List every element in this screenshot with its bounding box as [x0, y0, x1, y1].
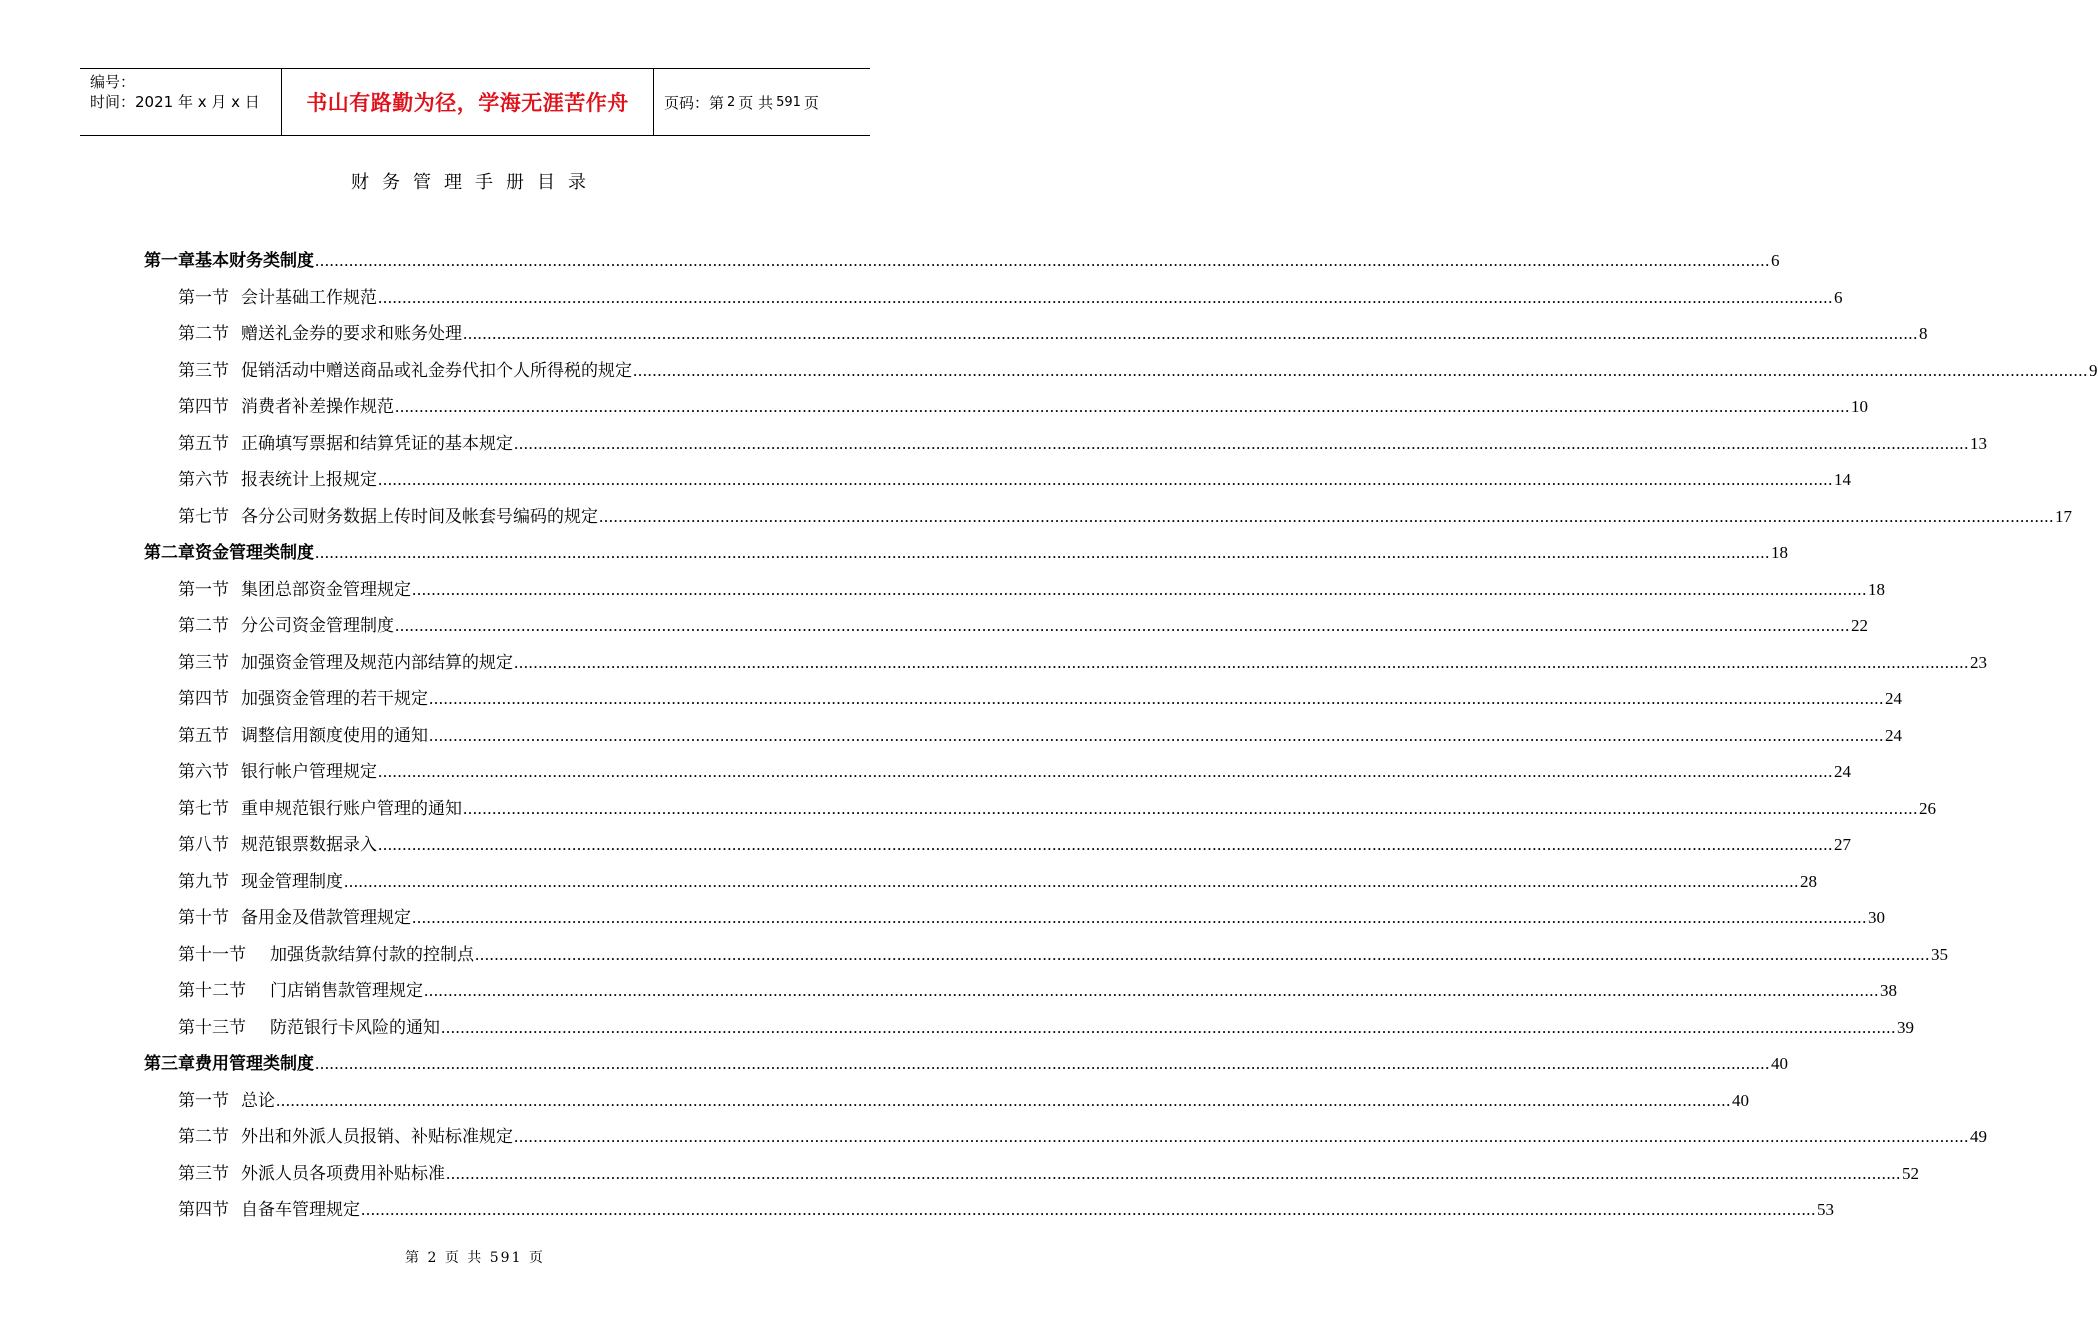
toc-entry-page: 28 [1800, 871, 1817, 891]
toc-section-entry[interactable] [0, 791, 1936, 827]
toc-section-entry[interactable] [0, 754, 1851, 790]
toc-entry-page: 23 [1970, 652, 1987, 672]
toc-entry-page: 40 [1771, 1054, 1788, 1073]
toc-entry-page: 14 [1834, 470, 1851, 489]
toc-section-entry[interactable] [0, 1156, 1919, 1192]
toc-entry-label: 第一节 [178, 1090, 229, 1111]
toc-section-entry[interactable] [0, 280, 1843, 316]
toc-chapter-entry[interactable] [0, 243, 1780, 279]
toc-entry-label: 第一章 [144, 251, 195, 271]
toc-entry-label: 第七节 [178, 798, 229, 819]
toc-section-entry[interactable] [0, 681, 1902, 717]
toc-entry-page: 24 [1885, 725, 1902, 745]
toc-entry-label: 第八节 [178, 835, 229, 855]
toc-entry-title: 备用金及借款管理规定 [241, 908, 411, 928]
toc-entry-title: 基本财务类制度 [195, 251, 314, 271]
toc-entry-title: 赠送礼金券的要求和账务处理 [241, 324, 462, 344]
toc-entry-title: 规范银票数据录入 [241, 835, 377, 855]
toc-entry-page: 6 [1771, 251, 1780, 270]
toc-leader-dots: ............................................................................................................................................................................................................................................................................................................ [599, 506, 2054, 526]
toc-entry-page: 53 [1817, 1200, 1834, 1219]
toc-section-entry[interactable] [0, 864, 1817, 900]
toc-entry-label: 第三节 [178, 652, 229, 673]
toc-entry-title: 调整信用额度使用的通知 [241, 725, 428, 746]
toc-section-entry[interactable] [0, 353, 2098, 389]
toc-section-entry[interactable] [0, 900, 1885, 936]
header-page-current: 2 [727, 94, 736, 110]
toc-entry-page: 10 [1851, 397, 1868, 416]
toc-entry-page: 24 [1834, 762, 1851, 781]
header-page-total: 591 [776, 94, 801, 110]
toc-entry-page: 35 [1931, 944, 1948, 964]
toc-entry-title: 外出和外派人员报销、补贴标准规定 [241, 1127, 513, 1147]
toc-section-entry[interactable] [0, 937, 1948, 973]
toc-entry-label: 第四节 [178, 1200, 229, 1220]
toc-entry-page: 38 [1880, 981, 1897, 1000]
toc-leader-dots: ............................................................................................................................................................................................................................................................................................................ [424, 981, 1879, 1000]
header-page-middle: 页 共 [738, 93, 774, 112]
toc-entry-label: 第二章 [144, 543, 195, 563]
toc-entry-label: 第十一节 [178, 944, 246, 965]
toc-entry-page: 40 [1732, 1090, 1749, 1110]
toc-leader-dots: ............................................................................................................................................................................................................................................................................................................ [463, 324, 1918, 343]
toc-entry-title: 门店销售款管理规定 [270, 981, 423, 1001]
toc-entry-title: 加强资金管理及规范内部结算的规定 [241, 652, 513, 673]
toc-leader-dots: ............................................................................................................................................................................................................................................................................................................ [395, 616, 1850, 635]
toc-entry-page: 27 [1834, 835, 1851, 854]
toc-entry-page: 9 [2089, 360, 2098, 380]
page-footer: 第 2 页 共 591 页 [405, 1250, 545, 1266]
toc-entry-page: 22 [1851, 616, 1868, 635]
toc-entry-page: 39 [1897, 1017, 1914, 1037]
toc-leader-dots: ............................................................................................................................................................................................................................................................................................................ [361, 1200, 1816, 1219]
toc-section-entry[interactable] [0, 499, 2072, 535]
toc-entry-title: 报表统计上报规定 [241, 470, 377, 490]
toc-entry-label: 第四节 [178, 689, 229, 709]
toc-section-entry[interactable] [0, 973, 1897, 1009]
toc-section-entry[interactable] [0, 1192, 1834, 1228]
header-motto: 书山有路勤为径，学海无涯苦作舟 [282, 69, 654, 135]
toc-leader-dots: ............................................................................................................................................................................................................................................................................................................ [378, 835, 1833, 854]
header-page-suffix: 页 [803, 93, 819, 112]
toc-section-entry[interactable] [0, 608, 1868, 644]
toc-leader-dots: ............................................................................................................................................................................................................................................................................................................ [344, 871, 1799, 891]
toc-section-entry[interactable] [0, 827, 1851, 863]
toc-leader-dots: ............................................................................................................................................................................................................................................................................................................ [412, 579, 1867, 599]
toc-entry-title: 加强货款结算付款的控制点 [270, 944, 474, 965]
toc-entry-label: 第九节 [178, 871, 229, 892]
toc-entry-page: 49 [1970, 1127, 1987, 1146]
toc-entry-title: 费用管理类制度 [195, 1054, 314, 1074]
toc-leader-dots: ............................................................................................................................................................................................................................................................................................................ [514, 652, 1969, 672]
toc-entry-label: 第三章 [144, 1054, 195, 1074]
toc-entry-page: 26 [1919, 798, 1936, 818]
toc-leader-dots: ............................................................................................................................................................................................................................................................................................................ [412, 908, 1867, 927]
toc-leader-dots: ............................................................................................................................................................................................................................................................................................................ [315, 251, 1770, 270]
toc-entry-title: 消费者补差操作规范 [241, 397, 394, 417]
toc-entry-page: 8 [1919, 324, 1928, 343]
toc-entry-label: 第十节 [178, 908, 229, 928]
toc-entry-page: 17 [2055, 506, 2072, 526]
page-header [80, 68, 870, 136]
toc-entry-page: 13 [1970, 433, 1987, 453]
toc-entry-title: 防范银行卡风险的通知 [270, 1017, 440, 1038]
toc-leader-dots: ............................................................................................................................................................................................................................................................................................................ [441, 1017, 1896, 1037]
toc-leader-dots: ............................................................................................................................................................................................................................................................................................................ [395, 397, 1850, 416]
toc-entry-label: 第三节 [178, 360, 229, 381]
toc-chapter-entry[interactable] [0, 535, 1788, 571]
header-date-label: 时间：2021 年 x 月 x 日 [90, 93, 260, 111]
toc-leader-dots: ............................................................................................................................................................................................................................................................................................................ [633, 360, 2088, 380]
toc-entry-page: 18 [1868, 579, 1885, 599]
toc-entry-title: 资金管理类制度 [195, 543, 314, 563]
toc-section-entry[interactable] [0, 645, 1987, 681]
header-meta [80, 69, 282, 135]
toc-entry-title: 会计基础工作规范 [241, 287, 377, 308]
toc-leader-dots: ............................................................................................................................................................................................................................................................................................................ [315, 543, 1770, 562]
header-page-counter [654, 69, 870, 135]
toc-leader-dots: ............................................................................................................................................................................................................................................................................................................ [475, 944, 1930, 964]
document-title: 财务管理手册目录 [351, 172, 599, 193]
toc-chapter-entry[interactable] [0, 1046, 1788, 1082]
toc-entry-page: 52 [1902, 1163, 1919, 1183]
toc-section-entry[interactable] [0, 572, 1885, 608]
toc-entry-title: 自备车管理规定 [241, 1200, 360, 1220]
toc-entry-title: 外派人员各项费用补贴标准 [241, 1163, 445, 1184]
toc-leader-dots: ............................................................................................................................................................................................................................................................................................................ [429, 689, 1884, 708]
toc-entry-title: 加强资金管理的若干规定 [241, 689, 428, 709]
toc-leader-dots: ............................................................................................................................................................................................................................................................................................................ [276, 1090, 1731, 1110]
toc-section-entry[interactable] [0, 462, 1851, 498]
toc-entry-label: 第五节 [178, 725, 229, 746]
toc-entry-label: 第二节 [178, 616, 229, 636]
header-page-prefix: 页码：第 [664, 93, 725, 112]
toc-section-entry[interactable] [0, 316, 1928, 352]
toc-entry-label: 第二节 [178, 1127, 229, 1147]
toc-leader-dots: ............................................................................................................................................................................................................................................................................................................ [378, 287, 1833, 307]
toc-entry-label: 第十三节 [178, 1017, 246, 1038]
toc-section-entry[interactable] [0, 389, 1868, 425]
toc-section-entry[interactable] [0, 1119, 1987, 1155]
toc-entry-label: 第四节 [178, 397, 229, 417]
toc-section-entry[interactable] [0, 718, 1902, 754]
toc-entry-label: 第七节 [178, 506, 229, 527]
toc-leader-dots: ............................................................................................................................................................................................................................................................................................................ [378, 470, 1833, 489]
toc-leader-dots: ............................................................................................................................................................................................................................................................................................................ [315, 1054, 1770, 1073]
toc-section-entry[interactable] [0, 1010, 1914, 1046]
toc-entry-label: 第十二节 [178, 981, 246, 1001]
toc-leader-dots: ............................................................................................................................................................................................................................................................................................................ [514, 1127, 1969, 1146]
header-number-label: 编号： [90, 73, 136, 91]
toc-entry-title: 促销活动中赠送商品或礼金券代扣个人所得税的规定 [241, 360, 632, 381]
toc-leader-dots: ............................................................................................................................................................................................................................................................................................................ [463, 798, 1918, 818]
toc-entry-page: 6 [1834, 287, 1843, 307]
toc-leader-dots: ............................................................................................................................................................................................................................................................................................................ [378, 762, 1833, 781]
toc-entry-title: 正确填写票据和结算凭证的基本规定 [241, 433, 513, 454]
toc-section-entry[interactable] [0, 426, 1987, 462]
toc-leader-dots: ............................................................................................................................................................................................................................................................................................................ [429, 725, 1884, 745]
toc-entry-label: 第二节 [178, 324, 229, 344]
toc-leader-dots: ............................................................................................................................................................................................................................................................................................................ [446, 1163, 1901, 1183]
toc-entry-page: 24 [1885, 689, 1902, 708]
toc-leader-dots: ............................................................................................................................................................................................................................................................................................................ [514, 433, 1969, 453]
toc-entry-label: 第一节 [178, 579, 229, 600]
toc-entry-title: 分公司资金管理制度 [241, 616, 394, 636]
toc-entry-title: 总论 [241, 1090, 275, 1111]
toc-entry-label: 第三节 [178, 1163, 229, 1184]
toc-entry-page: 30 [1868, 908, 1885, 927]
toc-entry-title: 银行帐户管理规定 [241, 762, 377, 782]
toc-entry-label: 第一节 [178, 287, 229, 308]
toc-entry-title: 各分公司财务数据上传时间及帐套号编码的规定 [241, 506, 598, 527]
toc-entry-label: 第六节 [178, 762, 229, 782]
toc-entry-title: 重申规范银行账户管理的通知 [241, 798, 462, 819]
toc-entry-page: 18 [1771, 543, 1788, 562]
toc-entry-title: 集团总部资金管理规定 [241, 579, 411, 600]
toc-entry-title: 现金管理制度 [241, 871, 343, 892]
toc-section-entry[interactable] [0, 1083, 1749, 1119]
toc-entry-label: 第五节 [178, 433, 229, 454]
toc-entry-label: 第六节 [178, 470, 229, 490]
